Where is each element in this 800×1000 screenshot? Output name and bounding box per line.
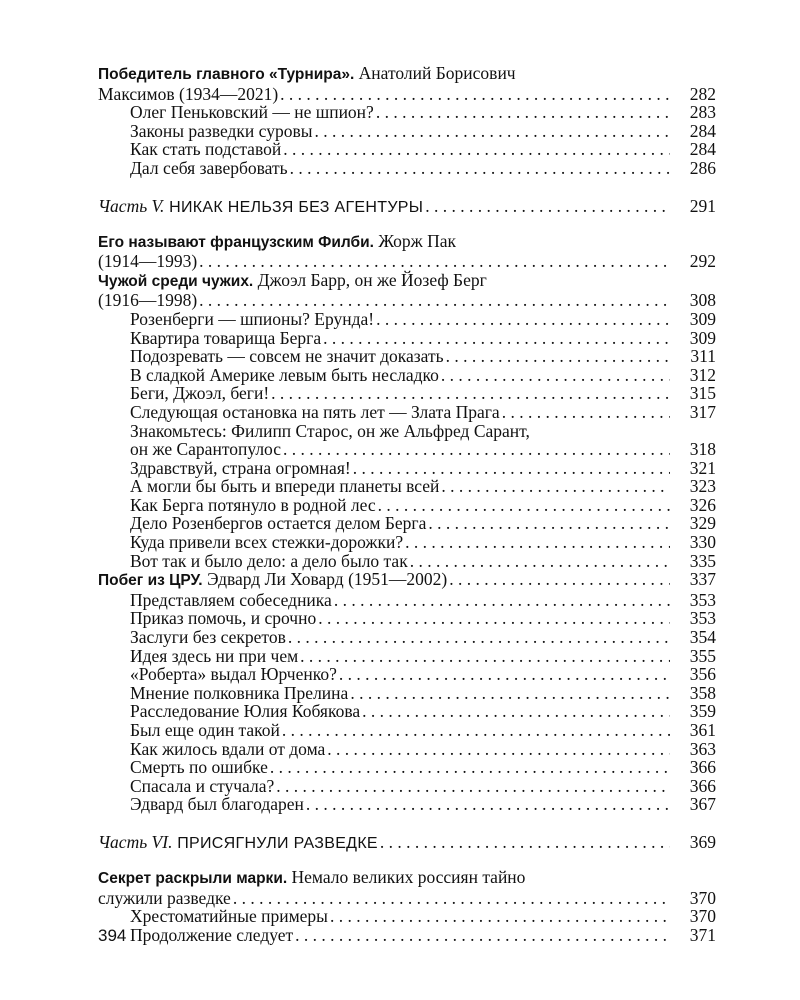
toc-heading-bold: Чужой среди чужих.	[98, 272, 254, 290]
page-ref: 315	[689, 383, 716, 404]
toc-item	[98, 347, 716, 366]
toc-item	[98, 702, 716, 721]
toc-item-label: Спасала и стучала?	[130, 775, 275, 796]
page-ref: 366	[689, 757, 716, 778]
toc-item-label: Эдвард был благодарен	[130, 794, 304, 815]
toc-item	[98, 403, 716, 422]
leader-dots	[441, 477, 670, 496]
toc-heading-rest: Эдвард Ли Ховард (1951—2002)	[202, 569, 448, 590]
toc-block-pak	[98, 232, 716, 271]
leader-dots	[233, 889, 670, 908]
toc-item	[98, 552, 716, 571]
page-ref: 370	[689, 887, 716, 908]
toc-heading-bold: Побег из ЦРУ.	[98, 572, 203, 590]
toc-item	[98, 366, 716, 385]
toc-item	[98, 496, 716, 515]
toc-item-label: А могли бы быть и впереди планеты всей	[130, 476, 440, 497]
toc-heading-line2-text: служили разведке	[98, 887, 231, 908]
toc-item	[98, 758, 716, 777]
toc-item	[98, 422, 716, 441]
part-label: Часть VI.	[98, 831, 173, 852]
leader-dots	[380, 832, 670, 852]
leader-dots	[405, 533, 670, 552]
toc-item-label: Продолжение следует	[130, 924, 294, 945]
page-ref: 308	[689, 290, 716, 311]
toc-item	[98, 459, 716, 478]
leader-dots	[353, 459, 670, 478]
part-title: ПРИСЯГНУЛИ РАЗВЕДКЕ	[172, 834, 378, 852]
toc-item	[98, 310, 716, 329]
toc-heading-rest: Джоэл Барр, он же Йозеф Берг	[253, 269, 487, 290]
leader-dots	[276, 777, 670, 796]
toc-item	[98, 140, 716, 159]
page-ref: 356	[689, 664, 716, 685]
leader-dots	[502, 403, 670, 422]
page-ref: 282	[689, 83, 716, 104]
page-ref: 355	[689, 645, 716, 666]
leader-dots	[334, 591, 670, 610]
page-ref: 363	[689, 738, 716, 759]
toc-block-howard	[98, 570, 716, 814]
leader-dots	[306, 795, 670, 814]
page-ref: 354	[689, 627, 716, 648]
page-ref: 330	[689, 532, 716, 553]
toc-item	[98, 684, 716, 703]
page-ref: 361	[689, 720, 716, 740]
leader-dots	[271, 384, 670, 403]
leader-dots	[199, 291, 670, 310]
toc-item	[98, 384, 716, 403]
leader-dots	[350, 684, 670, 703]
page-ref: 371	[689, 924, 716, 945]
page-ref: 312	[689, 364, 716, 385]
toc-heading-rest: Немало великих россиян тайно	[287, 866, 526, 887]
toc-item-label: Куда привели всех стежки-дорожки?	[130, 532, 404, 553]
page-ref: 317	[689, 401, 716, 422]
leader-dots	[288, 628, 670, 647]
part-title: НИКАК НЕЛЬЗЯ БЕЗ АГЕНТУРЫ	[164, 198, 424, 216]
toc-heading-line2-text: (1914—1993)	[98, 251, 198, 272]
toc-item-label: Дал себя завербовать	[130, 157, 288, 178]
table-of-contents	[98, 64, 716, 944]
toc-item	[98, 103, 716, 122]
toc-heading	[98, 868, 716, 889]
page-ref: 367	[689, 794, 716, 815]
leader-dots	[199, 252, 670, 271]
leader-dots	[376, 103, 670, 122]
toc-item-label: Дело Розенбергов остается делом Берга	[130, 513, 427, 534]
toc-item-label: Расследование Юлия Кобякова	[130, 701, 361, 722]
toc-item	[98, 159, 716, 178]
toc-block-barr	[98, 271, 716, 571]
toc-item-label: Квартира товарища Берга	[130, 327, 322, 348]
page-ref: 283	[689, 102, 716, 123]
toc-item	[98, 740, 716, 759]
leader-dots	[295, 926, 670, 945]
toc-item	[98, 628, 716, 647]
part-label: Часть V.	[98, 195, 165, 216]
toc-item-label: Как жилось вдали от дома	[130, 738, 326, 759]
leader-dots	[376, 310, 670, 329]
toc-heading-line2-text: (1916—1998)	[98, 290, 198, 311]
toc-item-label: Приказ помочь, и срочно	[130, 608, 317, 629]
toc-block-stamps	[98, 868, 716, 944]
toc-item	[98, 665, 716, 684]
toc-heading-bold: Победитель главного «Турнира».	[98, 66, 355, 83]
toc-item-label: Беги, Джоэл, беги!	[130, 383, 270, 404]
page-ref: 323	[689, 476, 716, 497]
part-heading-vi	[98, 832, 716, 854]
leader-dots	[446, 347, 670, 366]
leader-dots	[314, 122, 670, 141]
toc-heading-line2	[98, 85, 716, 104]
toc-item-label: Розенберги — шпионы? Ерунда!	[130, 308, 375, 329]
page-ref: 309	[689, 308, 716, 329]
leader-dots	[318, 609, 670, 628]
leader-dots	[290, 159, 670, 178]
toc-heading	[98, 232, 716, 253]
page-ref: 286	[689, 157, 716, 178]
toc-item-label: Знакомьтесь: Филипп Старос, он же Альфред Сарант,	[130, 420, 530, 441]
page-ref: 284	[689, 139, 716, 160]
toc-heading	[98, 271, 716, 292]
leader-dots	[282, 721, 670, 740]
leader-dots	[449, 570, 670, 589]
toc-heading-rest: Жорж Пак	[373, 230, 456, 251]
toc-heading-line2-text: Максимов (1934—2021)	[98, 83, 279, 104]
toc-item-label: Был еще один такой	[130, 720, 280, 740]
page-ref: 369	[689, 831, 716, 852]
leader-dots	[270, 758, 670, 777]
toc-item	[98, 533, 716, 552]
leader-dots	[300, 647, 670, 666]
toc-item-label: Представляем собеседника	[130, 589, 332, 610]
toc-item-label: В сладкой Америке левым быть несладко	[130, 364, 439, 385]
page-ref: 311	[690, 346, 716, 367]
page-ref: 353	[689, 608, 716, 629]
toc-item-label: Мнение полковника Прелина	[130, 682, 349, 703]
page-ref: 284	[689, 120, 716, 141]
toc-item-label: он же Сарантопулос	[130, 439, 282, 460]
toc-item-label: Заслуги без секретов	[130, 627, 286, 648]
leader-dots	[410, 552, 670, 571]
toc-item-label: Следующая остановка на пять лет — Злата Прага	[130, 401, 500, 422]
toc-heading	[98, 570, 716, 591]
toc-item	[98, 926, 716, 945]
page-ref: 291	[689, 195, 716, 216]
page-ref: 326	[689, 494, 716, 515]
leader-dots	[362, 702, 670, 721]
toc-item-label: Смерть по ошибке	[130, 757, 268, 778]
page-ref: 370	[689, 906, 716, 927]
leader-dots	[327, 740, 670, 759]
leader-dots	[378, 496, 670, 515]
page-number: 394	[98, 926, 127, 945]
page-ref: 335	[689, 550, 716, 571]
page-ref: 309	[689, 327, 716, 348]
toc-item-label: Как Берга потянуло в родной лес	[130, 494, 376, 515]
leader-dots	[280, 85, 670, 104]
page-ref: 292	[689, 251, 716, 272]
toc-heading-bold: Его называют французским Филби.	[98, 233, 374, 251]
page-ref: 359	[689, 701, 716, 722]
toc-item-label: Законы разведки суровы	[130, 120, 313, 141]
toc-heading-line2	[98, 889, 716, 908]
page-ref: 353	[689, 589, 716, 610]
leader-dots	[425, 196, 670, 216]
toc-item	[98, 721, 716, 740]
toc-block-maksimov	[98, 64, 716, 178]
leader-dots	[339, 665, 670, 684]
leader-dots	[330, 907, 670, 926]
toc-item-label: Идея здесь ни при чем	[130, 645, 299, 666]
leader-dots	[323, 329, 670, 348]
page-ref: 329	[689, 513, 716, 534]
toc-item-label: Олег Пеньковский — не шпион?	[130, 102, 374, 123]
toc-item	[98, 440, 716, 459]
toc-heading-rest: Анатолий Борисович	[354, 63, 516, 83]
leader-dots	[441, 366, 670, 385]
toc-heading-line2	[98, 291, 716, 310]
page-ref: 321	[689, 457, 716, 478]
leader-dots	[428, 514, 670, 533]
toc-heading-bold: Секрет раскрыли марки.	[98, 869, 288, 887]
toc-item	[98, 477, 716, 496]
leader-dots	[283, 140, 670, 159]
page-ref: 337	[689, 569, 716, 590]
toc-item	[98, 591, 716, 610]
toc-heading	[98, 64, 716, 85]
toc-item	[98, 647, 716, 666]
page-ref: 358	[689, 682, 716, 703]
page-ref: 366	[689, 775, 716, 796]
toc-item	[98, 514, 716, 533]
toc-item-label: Как стать подставой	[130, 139, 282, 160]
toc-item	[98, 122, 716, 141]
page-ref: 318	[689, 439, 716, 460]
toc-item-label: Хрестоматийные примеры	[130, 906, 328, 927]
toc-item	[98, 329, 716, 348]
part-heading-v	[98, 196, 716, 218]
toc-item	[98, 795, 716, 814]
leader-dots	[283, 440, 670, 459]
toc-item-label: Вот так и было дело: а дело было так	[130, 550, 408, 571]
toc-item	[98, 907, 716, 926]
toc-item	[98, 777, 716, 796]
toc-item	[98, 609, 716, 628]
toc-item-label: Подозревать — совсем не значит доказать	[130, 346, 444, 367]
toc-heading-line2	[98, 252, 716, 271]
toc-item-label: Здравствуй, страна огромная!	[130, 457, 351, 478]
toc-item-label: «Роберта» выдал Юрченко?	[130, 664, 337, 685]
